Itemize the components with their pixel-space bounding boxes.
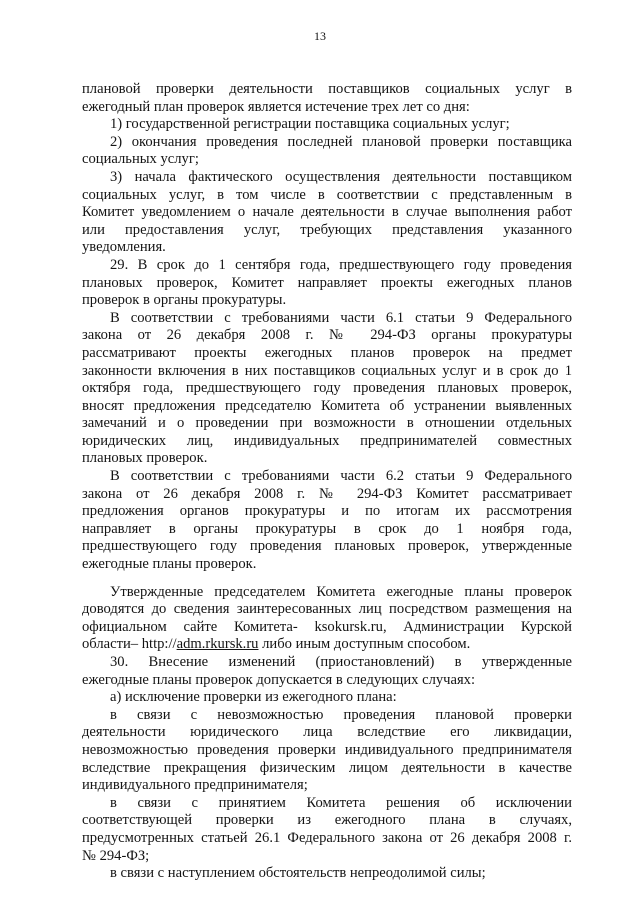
text-line: В соответствии с требованиями части 6.1 статьи 9 Федерального — [110, 309, 572, 326]
text-line: В соответствии с требованиями части 6.2 статьи 9 Федерального — [110, 468, 572, 485]
text-line: плановой проверки деятельности поставщиков социальных услуг в — [82, 81, 572, 97]
paragraph — [82, 707, 572, 795]
text-fragment: области– http:// — [82, 636, 177, 653]
page-number: 13 — [314, 29, 326, 43]
text-line: деятельности юридического лица вследствие его ликвидации, — [82, 724, 572, 741]
text-line: 1) государственной регистрации поставщика социальных услуг; — [110, 116, 510, 133]
text-line: соответствующей проверки из ежегодного плана в случаях, — [82, 812, 572, 829]
text-line — [82, 636, 572, 654]
document-body — [82, 81, 572, 883]
text-line: в связи с невозможностью проведения плановой проверки — [110, 706, 572, 723]
text-line: закона от 26 декабря 2008 г. № 294-ФЗ Комитет рассматривает — [82, 485, 572, 502]
text-line: 30. Внесение изменений (приостановлений) в утвержденные — [110, 654, 572, 670]
text-line: ежегодные планы проверок. — [82, 556, 257, 573]
text-line: индивидуального предпринимателя; — [82, 777, 308, 794]
paragraph — [82, 865, 572, 883]
text-line: предложения органов прокуратуры и по итогам их рассмотрения — [82, 503, 572, 520]
text-line: доводятся до сведения заинтересованных лиц посредством размещения на — [82, 601, 572, 618]
paragraph — [82, 134, 572, 169]
text-line: предусмотренных статьей 26.1 Федерального закона от 26 декабря 2008 г. — [82, 829, 572, 846]
website-link[interactable]: adm.rkursk.ru — [176, 636, 259, 653]
paragraph — [82, 310, 572, 468]
paragraph — [82, 795, 572, 865]
text-line: замечаний и о проведении при возможности в отношении отдельных — [82, 415, 572, 432]
text-line: или предоставления услуг, требующих представления указанного — [82, 221, 572, 238]
text-line: в связи с принятием Комитета решения об исключении — [110, 794, 572, 811]
text-line: направляет в органы прокуратуры в срок до 1 ноября года, — [82, 520, 572, 537]
paragraph — [82, 169, 572, 257]
paragraph — [82, 654, 572, 689]
text-line: Комитет уведомлением о начале деятельности в случае выполнения работ — [82, 204, 572, 221]
paragraph — [82, 81, 572, 116]
text-line: 3) начала фактического осуществления деятельности поставщиком — [110, 168, 572, 185]
text-line: предшествующего году проведения плановых проверок, утвержденные — [82, 538, 572, 555]
text-fragment: либо иным доступным способом. — [258, 636, 471, 653]
text-line: вносят предложения председателю Комитета об устранении выявленных — [82, 397, 572, 414]
text-line: ежегодный план проверок является истечение трех лет со дня: — [82, 98, 470, 115]
text-line: 29. В срок до 1 сентября года, предшествующего году проведения — [110, 256, 572, 273]
text-line: социальных услуг; — [82, 151, 199, 168]
text-line: рассматривают проекты ежегодных планов проверок на предмет — [82, 344, 572, 361]
text-line: юридических лиц, индивидуальных предпринимателей совместных — [82, 432, 572, 449]
text-line: № 294-ФЗ; — [82, 847, 150, 864]
text-line: октября года, предшествующего году проведения плановых проверок, — [82, 380, 572, 397]
paragraph — [82, 468, 572, 574]
text-line: Утвержденные председателем Комитета ежегодные планы проверок — [110, 583, 572, 600]
paragraph — [82, 257, 572, 310]
text-line: закона от 26 декабря 2008 г. № 294-ФЗ органы прокуратуры — [82, 327, 572, 344]
text-line: ежегодные планы проверок допускается в следующих случаях: — [82, 671, 476, 688]
text-line: вследствие прекращения физическим лицом деятельности в качестве — [82, 759, 572, 776]
text-line: официальном сайте Комитета- ksokursk.ru, Администрации Курской — [82, 618, 572, 635]
text-line: в связи с наступлением обстоятельств непреодолимой силы; — [110, 865, 486, 882]
text-line: проверок в органы прокуратуры. — [82, 292, 287, 309]
text-line: законности включения в них поставщиков социальных услуг и в срок до 1 — [82, 362, 572, 379]
text-line: 2) окончания проведения последней плановой проверки поставщика — [110, 133, 572, 150]
paragraph — [82, 116, 572, 134]
text-line: социальных услуг, в том числе в соответствии с представленным в — [82, 186, 572, 203]
text-line: невозможностью проведения проверки индивидуального предпринимателя — [82, 741, 572, 758]
text-line: уведомления. — [82, 239, 166, 256]
text-line: плановых проверок. — [82, 450, 208, 467]
paragraph — [82, 584, 572, 654]
text-line: а) исключение проверки из ежегодного плана: — [110, 689, 397, 706]
paragraph — [82, 689, 572, 707]
text-line: плановых проверок, Комитет направляет проекты ежегодных планов — [82, 274, 572, 291]
